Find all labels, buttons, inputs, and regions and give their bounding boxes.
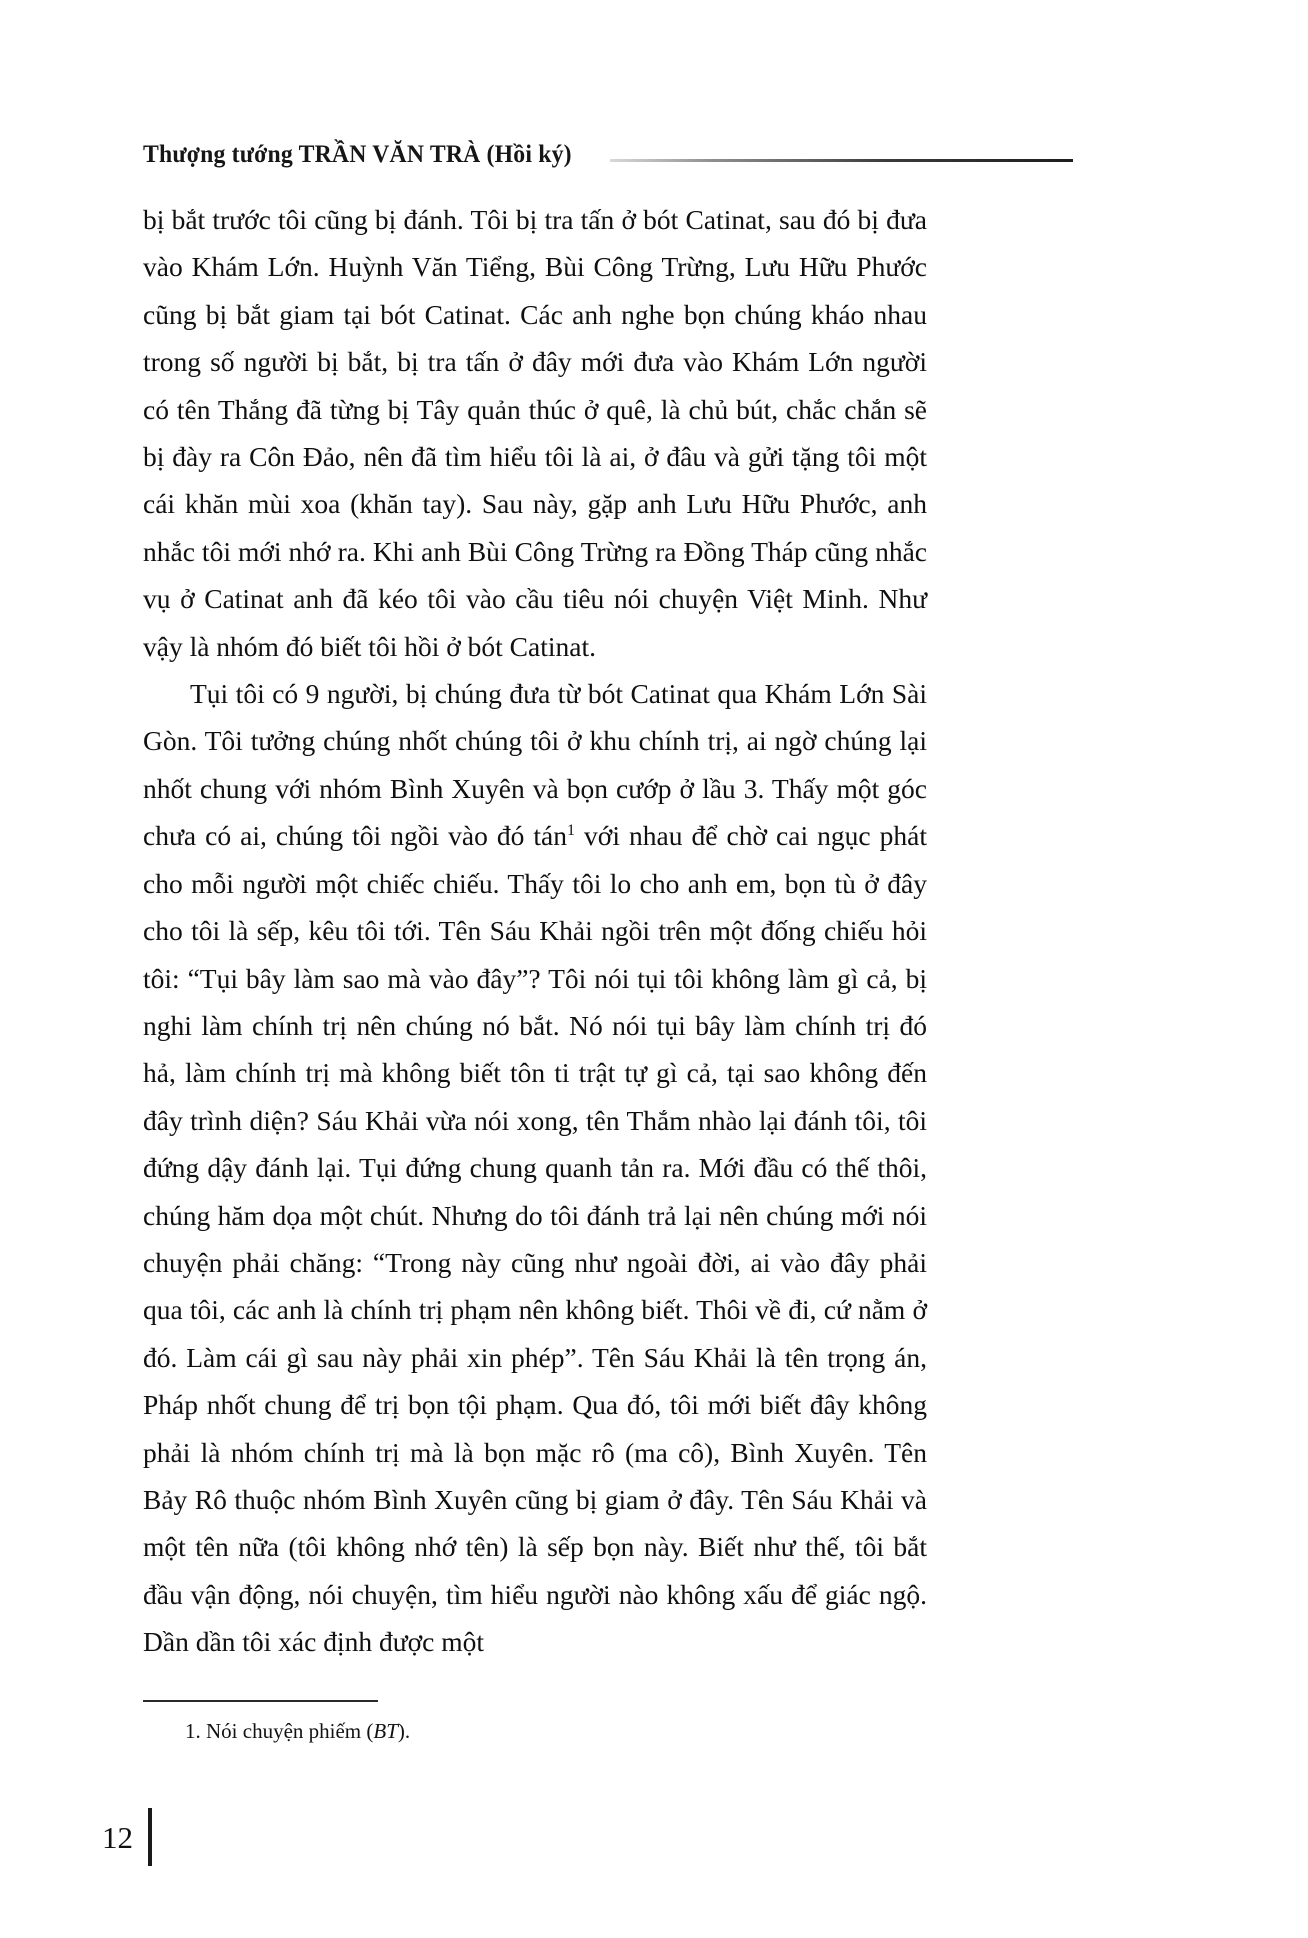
running-head: [143, 128, 1073, 168]
paragraph-1: bị bắt trước tôi cũng bị đánh. Tôi bị tra tấn ở bót Catinat, sau đó bị đưa vào Khám Lớn. Huỳnh Văn Tiểng, Bùi Công Trừng, Lưu Hữu Phước cũng bị bắt giam tại bót Catinat. Các anh nghe bọn chúng kháo nhau trong số người bị bắt, bị tra tấn ở đây mới đưa vào Khám Lớn người có tên Thắng đã từng bị Tây quản thúc ở quê, là chủ bút, chắc chắn sẽ bị đày ra Côn Đảo, nên đã tìm hiểu tôi là ai, ở đâu và gửi tặng tôi một cái khăn mùi xoa (khăn tay). Sau này, gặp anh Lưu Hữu Phước, anh nhắc tôi mới nhớ ra. Khi anh Bùi Công Trừng ra Đồng Tháp cũng nhắc vụ ở Catinat anh đã kéo tôi vào cầu tiêu nói chuyện Việt Minh. Như vậy là nhóm đó biết tôi hồi ở bót Catinat.: [143, 204, 927, 662]
page-number: 12: [102, 1819, 133, 1855]
folio: [102, 1808, 152, 1866]
paragraph-2-part-after-footnote: với nhau để chờ cai ngục phát cho mỗi người một chiếc chiếu. Thấy tôi lo cho anh em, bọn tù ở đây cho tôi là sếp, kêu tôi tới. Tên Sáu Khải ngồi trên một đống chiếu hỏi tôi: “Tụi bây làm sao mà vào đây”? Tôi nói tụi tôi không làm gì cả, bị nghi làm chính trị nên chúng nó bắt. Nó nói tụi bây làm chính trị đó hả, làm chính trị mà không biết tôn ti trật tự gì cả, tại sao không đến đây trình diện? Sáu Khải vừa nói xong, tên Thắm nhào lại đánh tôi, tôi đứng dậy đánh lại. Tụi đứng chung quanh tản ra. Mới đầu có thế thôi, chúng hăm dọa một chút. Nhưng do tôi đánh trả lại nên chúng mới nói chuyện phải chăng: “Trong này cũng như ngoài đời, ai vào đây phải qua tôi, các anh là chính trị phạm nên không biết. Thôi về đi, cứ nằm ở đó. Làm cái gì sau này phải xin phép”. Tên Sáu Khải là tên trọng án, Pháp nhốt chung để trị bọn tội phạm. Qua đó, tôi mới biết đây không phải là nhóm chính trị mà là bọn mặc rô (ma cô), Bình Xuyên. Tên Bảy Rô thuộc nhóm Bình Xuyên cũng bị giam ở đây. Tên Sáu Khải và một tên nữa (tôi không nhớ tên) là sếp bọn này. Biết như thế, tôi bắt đầu vận động, nói chuyện, tìm hiểu người nào không xấu để giác ngộ. Dần dần tôi xác định được một: [143, 820, 927, 1658]
footnote-area: [143, 1700, 927, 1746]
footnote-italic-abbr: BT: [373, 1719, 398, 1743]
body-text-column: [143, 196, 927, 1666]
running-head-rule: [610, 159, 1073, 162]
paragraph-2: [143, 670, 927, 1666]
footnote-entry-1: [143, 1716, 927, 1746]
paragraph-2-part-before-footnote: Tụi tôi có 9 người, bị chúng đưa từ bót Catinat qua Khám Lớn Sài Gòn. Tôi tưởng chúng nhốt chúng tôi ở khu chính trị, ai ngờ chúng lại nhốt chung với nhóm Bình Xuyên và bọn cướp ở lầu 3. Thấy một góc chưa có ai, chúng tôi ngồi vào đó tán: [143, 678, 927, 852]
footnote-lead-text: 1. Nói chuyện phiếm (: [185, 1719, 374, 1743]
footnote-tail-text: ).: [397, 1719, 411, 1743]
running-head-title: Thượng tướng TRẦN VĂN TRÀ (Hồi ký): [143, 138, 572, 168]
folio-bar: [148, 1808, 152, 1866]
footnote-reference-marker[interactable]: 1: [567, 822, 575, 840]
footnote-separator-rule: [143, 1700, 378, 1702]
